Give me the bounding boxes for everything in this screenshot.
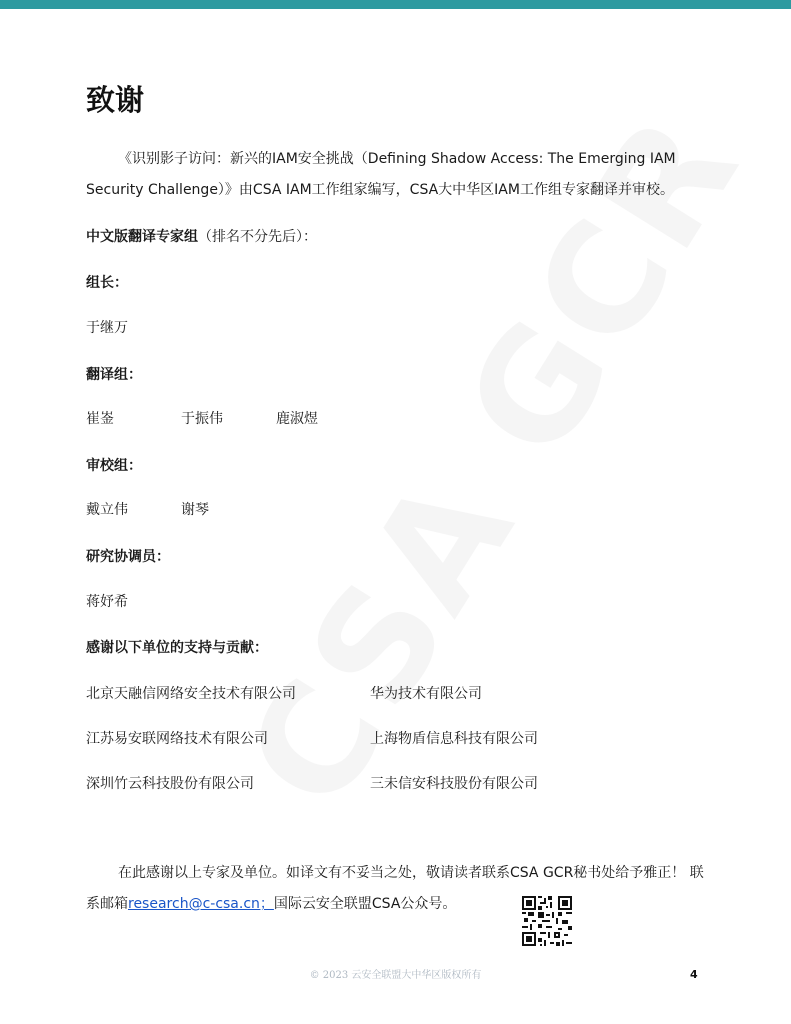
email-link[interactable]: research@c-csa.cn； — [128, 896, 274, 912]
translator-names — [86, 408, 318, 428]
leader-heading: 组长： — [86, 275, 128, 291]
org-item: 北京天融信网络安全技术有限公司 — [86, 686, 296, 702]
translator-name: 崔崟 — [86, 411, 114, 427]
qr-code-icon — [522, 896, 572, 946]
translator-name: 于振伟 — [181, 411, 223, 427]
org-item: 江苏易安联网络技术有限公司 — [86, 731, 268, 747]
expert-group-note: （排名不分先后）： — [198, 229, 317, 245]
org-item: 上海物盾信息科技有限公司 — [370, 731, 538, 747]
expert-group-heading — [86, 226, 317, 246]
expert-group-label: 中文版翻译专家组 — [86, 229, 198, 245]
leader-name: 于继万 — [86, 320, 128, 336]
thanks-units-heading: 感谢以下单位的支持与贡献： — [86, 640, 268, 656]
coordinator-name: 蒋妤希 — [86, 594, 128, 610]
org-item: 三未信安科技股份有限公司 — [370, 776, 538, 792]
reviewer-names — [86, 499, 209, 519]
page-number: 4 — [690, 968, 698, 981]
org-item: 华为技术有限公司 — [370, 686, 482, 702]
coordinator-heading: 研究协调员： — [86, 549, 170, 565]
closing-text: 在此感谢以上专家及单位。如译文有不妥当之处，敬请读者联系CSA GCR秘书处给予雅正！ 联系邮箱 — [86, 865, 704, 912]
reviewers-heading: 审校组： — [86, 458, 142, 474]
footer-copyright: © 2023 云安全联盟大中华区版权所有 — [309, 970, 482, 981]
translators-heading: 翻译组： — [86, 367, 142, 383]
reviewer-name: 谢琴 — [181, 502, 209, 518]
closing-paragraph — [86, 858, 706, 920]
intro-paragraph: 《识别影子访问：新兴的IAM安全挑战（Defining Shadow Access: The Emerging IAM Security Challenge）》由CSA IAM工作组家编写，CSA大中华区IAM工作组专家翻译并审校。 — [86, 151, 676, 198]
leader-names — [86, 317, 128, 337]
translator-name: 鹿淑煜 — [276, 411, 318, 427]
coordinator-names — [86, 591, 128, 611]
org-item: 深圳竹云科技股份有限公司 — [86, 776, 254, 792]
reviewer-name: 戴立伟 — [86, 502, 128, 518]
closing-text-end: 国际云安全联盟CSA公众号。 — [273, 896, 457, 912]
top-accent-bar — [0, 0, 791, 9]
page-title: 致谢 — [86, 83, 145, 117]
